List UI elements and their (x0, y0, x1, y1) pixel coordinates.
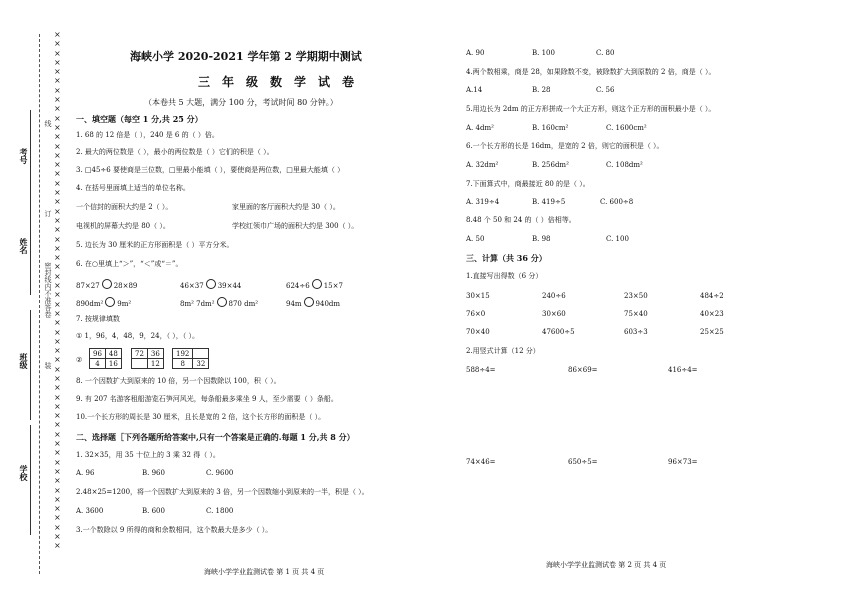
s2-q2-opt-a: A. 3600 (76, 507, 104, 515)
compare-item-6: 94m 940dm (286, 297, 340, 309)
binding-note-warning: 密封线内不准答卷 (44, 262, 52, 318)
s1-q4: 4. 在括号里面填上适当的单位名称。 (76, 184, 190, 192)
section1-heading: 一、填空题（每空 1 分,共 25 分） (76, 114, 203, 124)
vertical-1: 588÷4= (466, 366, 496, 374)
oral-r2-c3: 75×40 (624, 310, 648, 318)
s2-q6-opt-b: B. 256dm² (532, 161, 569, 169)
exam-title: 海峡小学 2020-2021 学年第 2 学期期中测试 (130, 50, 362, 63)
oral-r1-c2: 240÷6 (542, 292, 566, 300)
s1-q2: 2. 最大的两位数是（ ），最小的两位数是（ ）它们的积是（ ）。 (76, 148, 274, 156)
oral-r2-c2: 30×60 (542, 310, 566, 318)
compare-circle[interactable] (217, 297, 227, 307)
s2-q8-opt-b: B. 98 (532, 235, 551, 243)
s2-q8-opt-c: C. 100 (606, 235, 629, 243)
pattern-table-1: 96 48 4 16 (89, 348, 122, 369)
s2-q5-opt-a: A. 4dm² (466, 124, 494, 132)
oral-r3-c2: 47600÷5 (542, 328, 575, 336)
s2-q4-opt-c: C. 56 (596, 86, 615, 94)
binding-dashed-line (39, 34, 40, 574)
footer-right: 海峡小学学业监测试卷 第 2 页 共 4 页 (546, 561, 667, 569)
s2-q4-opt-b: B. 28 (532, 86, 551, 94)
s1-q5: 5. 边长为 30 厘米的正方形面积是（ ）平方分米。 (76, 241, 234, 249)
s1-q7a: ① 1，96，4，48，9，24，（ ），（ ）。 (76, 332, 200, 340)
section2-heading: 二、选择题［下列各题所给答案中,只有一个答案是正确的.每题 1 分,共 8 分） (76, 432, 355, 442)
s2-q3-opt-c: C. 80 (596, 49, 615, 57)
s2-q1: 1. 32×35，用 35 十位上的 3 乘 32 得（ ）。 (76, 451, 220, 459)
s1-q4d: 学校红领巾广场的面积大约是 300（ ）。 (232, 222, 359, 230)
footer-left: 海峡小学学业监测试卷 第 1 页 共 4 页 (204, 568, 325, 576)
s1-q10: 10.一个长方形的周长是 30 厘米，且长是宽的 2 倍，这个长方形的面积是（ ）。 (76, 413, 326, 421)
compare-item-3: 624÷6 15×7 (286, 279, 343, 291)
exam-subtitle: 三年级数学试卷 (198, 75, 367, 89)
s2-q6-opt-a: A. 32dm² (466, 161, 499, 169)
label-class: 班级 (19, 353, 28, 369)
s2-q2: 2.48×25=1200，将一个因数扩大到原来的 3 倍，另一个因数缩小到原来的一半，积是（ ）。 (76, 488, 369, 496)
s1-q4c: 电视机的屏幕大约是 80（ ）。 (76, 222, 170, 230)
s2-q5-opt-b: B. 160cm² (532, 124, 569, 132)
vertical-6: 96×73= (668, 458, 698, 466)
label-name: 姓名 (19, 238, 28, 254)
s1-q8: 8. 一个因数扩大到原来的 10 倍，另一个因数除以 100，积（ ）。 (76, 377, 281, 385)
binding-x-marks: ×××××××××××××××××××××××××××××××××××××××××××××××××××××××× (54, 30, 61, 551)
vertical-4: 74×46= (466, 458, 496, 466)
compare-item-4: 890dm² 9m² (76, 297, 131, 309)
oral-r2-c1: 76×0 (466, 310, 486, 318)
s1-q1: 1. 68 的 12 倍是（ ），240 是 6 的（ ）倍。 (76, 131, 219, 139)
compare-item-5: 8m² 7dm² 870 dm² (180, 297, 258, 309)
s2-q4: 4.两个数相乘，商是 28，如果除数不变，被除数扩大到原数的 2 倍，商是（ ）。 (466, 68, 716, 76)
binding-note-zhuang: 装 (44, 362, 52, 369)
s3-sub1: 1.直接写出得数（6 分） (466, 272, 543, 280)
oral-r3-c1: 70×40 (466, 328, 490, 336)
school-line (30, 425, 31, 535)
compare-circle[interactable] (102, 279, 112, 289)
label-exam-number: 考号 (19, 148, 28, 164)
s1-q4b: 家里面的客厅面积大约是 30（ ）。 (232, 203, 340, 211)
compare-circle[interactable] (105, 297, 115, 307)
s2-q2-opt-c: C. 1800 (206, 507, 234, 515)
name-line (30, 195, 31, 295)
s3-sub2: 2.用竖式计算（12 分） (466, 347, 540, 355)
vertical-5: 650÷5= (568, 458, 598, 466)
s1-q9: 9. 有 207 名游客租船游览石笋河风光，每条船最多乘坐 9 人，至少需要（ ）条船。 (76, 395, 338, 403)
oral-r3-c4: 25×25 (700, 328, 724, 336)
s1-q3: 3. □45÷6 要使商是三位数，□里最小能填（ ），要使商是两位数，□里最大能填（ ） (76, 166, 345, 174)
compare-item-2: 46×37 39×44 (180, 279, 241, 291)
exam-note: （本卷共 5 大题，满分 100 分，考试时间 80 分钟。） (144, 98, 338, 107)
s2-q6: 6.一个长方形的长是 16dm，是宽的 2 倍，则它的面积是（ ）。 (466, 142, 664, 150)
vertical-2: 86×69= (568, 366, 598, 374)
s2-q7-opt-a: A. 319÷4 (466, 198, 500, 206)
s2-q6-opt-c: C. 108dm² (606, 161, 643, 169)
class-line (30, 310, 31, 420)
s2-q2-opt-b: B. 600 (142, 507, 165, 515)
s2-q3: 3.一个数除以 9 所得的商和余数相同，这个数最大是多少（ ）。 (76, 526, 273, 534)
binding-note-ding: 订 (44, 210, 52, 217)
oral-r3-c3: 603÷3 (624, 328, 648, 336)
s2-q7-opt-b: B. 419÷5 (532, 198, 566, 206)
compare-item-1: 87×27 28×89 (76, 279, 137, 291)
compare-circle[interactable] (304, 297, 314, 307)
label-school: 学校 (19, 465, 28, 481)
s1-q6: 6. 在○里填上“＞”，“＜”或“＝”。 (76, 260, 183, 268)
s2-q8-opt-a: A. 50 (466, 235, 485, 243)
vertical-3: 416÷4= (668, 366, 698, 374)
s2-q3-opt-a: A. 90 (466, 49, 485, 57)
s1-q7b-marker: ② (76, 356, 83, 364)
s2-q8: 8.48 个 50 和 24 的（ ）倍相等。 (466, 216, 576, 224)
binding-note-xian: 线 (44, 120, 52, 127)
s2-q7: 7.下面算式中，商最接近 80 的是（ ）。 (466, 180, 590, 188)
s2-q1-opt-c: C. 9600 (206, 469, 234, 477)
pattern-table-3: 192 8 32 (172, 348, 209, 369)
s2-q1-opt-a: A. 96 (76, 469, 95, 477)
section3-heading: 三、计算（共 36 分） (466, 253, 547, 263)
s1-q4a: 一个信封的面积大约是 2（ ）。 (76, 203, 173, 211)
s2-q1-opt-b: B. 960 (142, 469, 165, 477)
oral-r2-c4: 40×23 (700, 310, 724, 318)
oral-r1-c3: 23×50 (624, 292, 648, 300)
oral-r1-c4: 484÷2 (700, 292, 724, 300)
s2-q3-opt-b: B. 100 (532, 49, 555, 57)
compare-circle[interactable] (206, 279, 216, 289)
pattern-table-2: 72 36 12 (131, 348, 164, 369)
compare-circle[interactable] (312, 279, 322, 289)
s2-q5: 5.用边长为 2dm 的正方形拼成一个大正方形，则这个正方形的面积最小是（ ）。 (466, 105, 716, 113)
oral-r1-c1: 30×15 (466, 292, 490, 300)
s2-q5-opt-c: C. 1600cm² (606, 124, 647, 132)
s2-q7-opt-c: C. 600÷8 (600, 198, 634, 206)
s1-q7: 7. 按规律填数 (76, 315, 120, 323)
s2-q4-opt-a: A.14 (466, 86, 483, 94)
